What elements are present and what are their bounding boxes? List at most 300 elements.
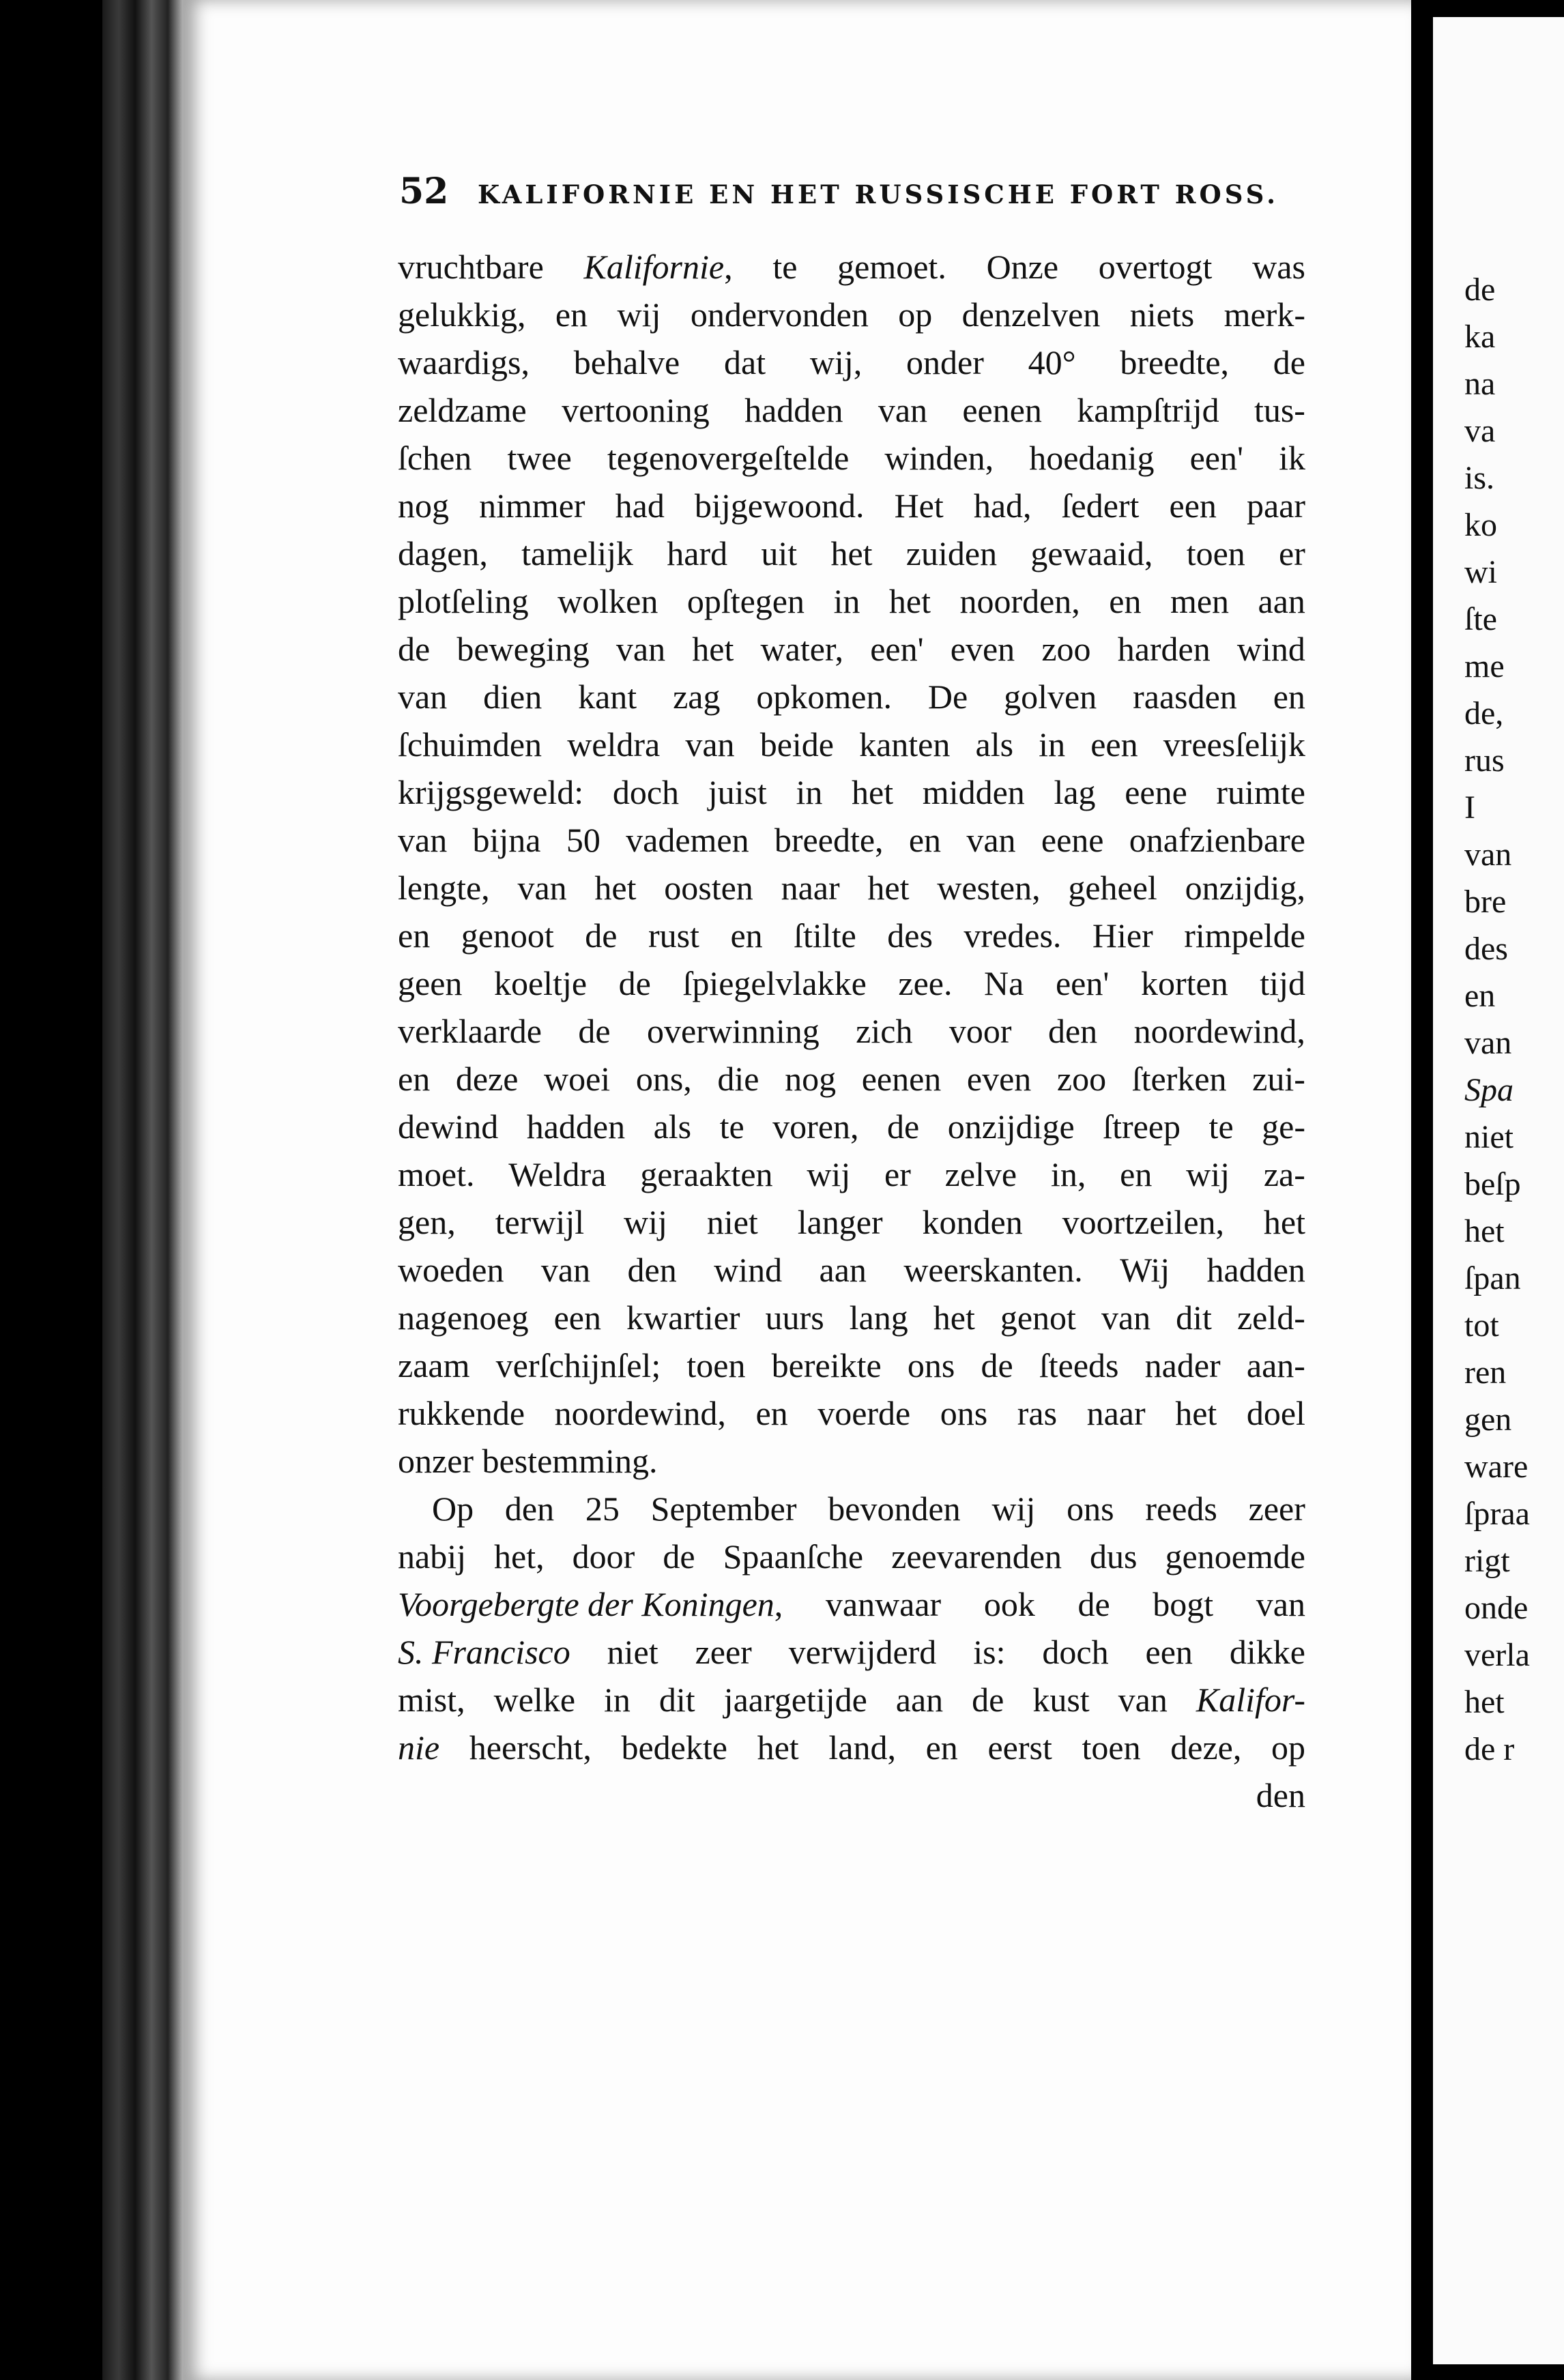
fragment-line: bre — [1464, 884, 1507, 920]
word: wind — [714, 1251, 783, 1289]
body-text — [398, 243, 1305, 1819]
word: hard — [667, 534, 728, 572]
word: oosten — [664, 869, 753, 907]
text-line — [398, 1485, 1305, 1533]
word: te — [719, 1107, 744, 1146]
text-line — [398, 1198, 1305, 1246]
word: hadden — [1206, 1251, 1305, 1289]
word: een' — [870, 630, 924, 668]
word: jaargetijde — [723, 1681, 867, 1719]
word: rukkende — [398, 1394, 525, 1432]
word: niet — [607, 1633, 658, 1671]
word: het — [757, 1728, 799, 1767]
word: krijgsgeweld: — [398, 773, 584, 811]
word: dagen, — [398, 534, 488, 572]
word: van — [966, 821, 1016, 859]
text-line — [398, 1533, 1305, 1580]
text-line — [398, 1628, 1305, 1676]
word: tus- — [1254, 391, 1305, 429]
word: de — [1077, 1585, 1110, 1623]
word: Spaanſche — [723, 1537, 864, 1576]
word: harden — [1117, 630, 1211, 668]
word: aan — [895, 1681, 944, 1719]
word: had — [615, 487, 665, 525]
fragment-line: het — [1464, 1213, 1505, 1249]
word: toen — [686, 1346, 746, 1384]
fragment-line: van — [1464, 837, 1512, 873]
fragment-line: me — [1464, 648, 1505, 684]
word: men — [1170, 582, 1230, 620]
word: nabij — [398, 1537, 466, 1576]
fragment-line: niet — [1464, 1119, 1514, 1155]
word: uit — [761, 534, 798, 572]
word: zelve — [944, 1155, 1017, 1193]
word: 25 — [585, 1490, 620, 1528]
word: wij — [807, 1155, 851, 1193]
fragment-line: ware — [1464, 1449, 1529, 1485]
text-line — [398, 577, 1305, 625]
word: als — [975, 725, 1014, 764]
word: Wij — [1120, 1251, 1170, 1289]
word: onzer bestemming. — [398, 1442, 658, 1480]
word: het — [830, 534, 873, 572]
word: ras — [1017, 1394, 1058, 1432]
word: wij — [624, 1203, 667, 1241]
word: was — [1252, 248, 1305, 286]
word: en — [398, 916, 431, 955]
word: winden, — [884, 439, 994, 477]
word: opkomen. — [756, 678, 892, 716]
word: lag — [1054, 773, 1096, 811]
word: moet. — [398, 1155, 475, 1193]
word: gewaaid, — [1030, 534, 1153, 572]
text-line — [398, 864, 1305, 912]
word: genot — [1000, 1298, 1076, 1337]
word: gemoet. — [837, 248, 946, 286]
word: uurs — [765, 1298, 824, 1337]
word: niet — [706, 1203, 758, 1241]
word: wij — [1186, 1155, 1230, 1193]
word: eenen — [861, 1060, 942, 1098]
word: van — [1256, 1585, 1305, 1623]
fragment-line: de r — [1464, 1731, 1515, 1767]
word: zich — [856, 1012, 913, 1050]
word: ondervonden — [690, 295, 869, 334]
word: en — [555, 295, 588, 334]
word: koeltje — [493, 964, 588, 1002]
word: breedte, — [1120, 343, 1230, 381]
word: deze, — [1170, 1728, 1242, 1767]
text-line — [398, 1389, 1305, 1437]
word: S. Francisco — [398, 1633, 570, 1671]
fragment-line: I — [1464, 789, 1475, 826]
text-line — [398, 1294, 1305, 1341]
word: dien — [483, 678, 542, 716]
word: noorden, — [959, 582, 1080, 620]
word: tamelijk — [521, 534, 633, 572]
word: den — [627, 1251, 677, 1289]
word: bijna — [472, 821, 541, 859]
word: kant — [578, 678, 637, 716]
fragment-line: ren — [1464, 1354, 1507, 1391]
word: op — [1271, 1728, 1305, 1767]
text-line — [398, 1103, 1305, 1150]
word: zeevarenden — [891, 1537, 1062, 1576]
word: ons, — [635, 1060, 692, 1098]
word: westen, — [937, 869, 1041, 907]
word: er — [1279, 534, 1305, 572]
word: te — [772, 248, 798, 286]
text-line — [398, 1150, 1305, 1198]
word: dikke — [1229, 1633, 1305, 1671]
word: twee — [507, 439, 572, 477]
word: ons — [907, 1346, 955, 1384]
word: het — [888, 582, 931, 620]
word: te — [1208, 1107, 1234, 1146]
word: eene — [1125, 773, 1187, 811]
word: en — [755, 1394, 788, 1432]
word: lengte, — [398, 869, 490, 907]
word: doch — [1042, 1633, 1109, 1671]
word: zeldzame — [398, 391, 527, 429]
word: is: — [973, 1633, 1006, 1671]
word: door — [572, 1537, 635, 1576]
word: van — [616, 630, 666, 668]
text-line — [398, 243, 1305, 291]
word: wij — [991, 1490, 1036, 1528]
text-line — [398, 816, 1305, 864]
word: nog — [398, 487, 449, 525]
word: ons — [940, 1394, 988, 1432]
word: aan — [1258, 582, 1305, 620]
word: even — [966, 1060, 1032, 1098]
word: van — [1118, 1681, 1168, 1719]
fragment-line: des — [1464, 931, 1508, 967]
word: Kalifor- — [1196, 1681, 1305, 1719]
fragment-line: ſpraa — [1464, 1496, 1530, 1532]
word: ſteeds — [1039, 1346, 1119, 1384]
word: terwijl — [495, 1203, 585, 1241]
word: naar — [781, 869, 840, 907]
word: in — [1039, 725, 1066, 764]
word: toen — [1082, 1728, 1141, 1767]
word: van — [1101, 1298, 1151, 1337]
word: tegenovergeſtelde — [607, 439, 850, 477]
word: bedekte — [621, 1728, 727, 1767]
word: en — [730, 916, 763, 955]
word: voortzeilen, — [1062, 1203, 1225, 1241]
word: geraakten — [640, 1155, 773, 1193]
text-line — [398, 1007, 1305, 1055]
word: vertooning — [562, 391, 710, 429]
word: ik — [1279, 439, 1305, 477]
word: des — [887, 916, 933, 955]
word: het, — [494, 1537, 545, 1576]
fragment-line: ka — [1464, 319, 1496, 355]
word: langer — [797, 1203, 883, 1241]
page-number: 52 — [399, 171, 449, 212]
word: September — [650, 1490, 797, 1528]
word: tijd — [1260, 964, 1305, 1002]
word: Hier — [1092, 916, 1153, 955]
word: Weldra — [508, 1155, 607, 1193]
word: onder — [906, 343, 984, 381]
word: ook — [983, 1585, 1035, 1623]
text-line — [398, 768, 1305, 816]
fragment-line: ſpan — [1464, 1260, 1521, 1296]
text-line — [398, 482, 1305, 529]
fragment-line: en — [1464, 978, 1496, 1014]
word: overtogt — [1098, 248, 1213, 286]
word: van — [517, 869, 567, 907]
word: woei — [544, 1060, 611, 1098]
word: ſchen — [398, 439, 472, 477]
word: het — [1263, 1203, 1305, 1241]
word: waardigs, — [398, 343, 530, 381]
word: het — [852, 773, 894, 811]
fragment-line: wi — [1464, 554, 1497, 590]
word: verklaarde — [398, 1012, 542, 1050]
word: weldra — [567, 725, 661, 764]
word: verwijderd — [788, 1633, 937, 1671]
word: op — [898, 295, 933, 334]
word: als — [653, 1107, 692, 1146]
word: konden — [922, 1203, 1023, 1241]
word: nagenoeg — [398, 1298, 529, 1337]
word: wolken — [557, 582, 658, 620]
word: rust — [648, 916, 699, 955]
text-line — [398, 1437, 1305, 1485]
word: die — [717, 1060, 759, 1098]
word: voren, — [772, 1107, 859, 1146]
text-line — [398, 1724, 1305, 1771]
word: Kalifornie, — [583, 248, 733, 286]
text-line — [398, 529, 1305, 577]
word: kanten — [859, 725, 951, 764]
word: ſtreep — [1103, 1107, 1181, 1146]
word: verſchijnſel; — [495, 1346, 661, 1384]
fragment-line: ko — [1464, 507, 1497, 543]
text-line — [398, 434, 1305, 482]
word: naar — [1086, 1394, 1146, 1432]
fragment-line: beſp — [1464, 1166, 1521, 1202]
word: dit — [1176, 1298, 1212, 1337]
word: water, — [760, 630, 844, 668]
word: beide — [759, 725, 834, 764]
word: deze — [455, 1060, 519, 1098]
word: ſedert — [1061, 487, 1140, 525]
word: het — [594, 869, 637, 907]
word: noordewind, — [1133, 1012, 1305, 1050]
word: dat — [724, 343, 766, 381]
fragment-line: rigt — [1464, 1543, 1510, 1579]
word: zag — [673, 678, 721, 716]
text-line — [398, 1580, 1305, 1628]
text-line — [398, 1341, 1305, 1389]
word: bogt — [1153, 1585, 1214, 1623]
fragment-line: va — [1464, 413, 1496, 449]
word: den — [1047, 1012, 1098, 1050]
word: geen — [398, 964, 463, 1002]
word: en — [398, 1060, 431, 1098]
word: en — [1109, 582, 1142, 620]
word: plotſeling — [398, 582, 529, 620]
word: heerscht, — [469, 1728, 592, 1767]
word: aan- — [1246, 1346, 1305, 1384]
word: wij — [617, 295, 661, 334]
word: en — [1273, 678, 1305, 716]
fragment-line: rus — [1464, 742, 1505, 779]
word: kampſtrijd — [1077, 391, 1219, 429]
word: de — [585, 916, 618, 955]
word: raasden — [1133, 678, 1237, 716]
word: niets — [1129, 295, 1195, 334]
word: ſterken — [1131, 1060, 1227, 1098]
word: ge- — [1262, 1107, 1305, 1146]
word: van — [398, 678, 448, 716]
word: mist, — [398, 1681, 465, 1719]
word: ruimte — [1216, 773, 1305, 811]
word: het — [933, 1298, 975, 1337]
word: voor — [948, 1012, 1012, 1050]
word: zeer — [695, 1633, 752, 1671]
word: vademen — [626, 821, 749, 859]
word: dit — [658, 1681, 695, 1719]
word: za- — [1263, 1155, 1305, 1193]
word: denzelven — [961, 295, 1101, 334]
word: van — [685, 725, 735, 764]
word: Het — [894, 487, 944, 525]
word: Op — [432, 1490, 474, 1528]
word: overwinning — [647, 1012, 820, 1050]
word: nog — [785, 1060, 837, 1098]
word: golven — [1004, 678, 1097, 716]
header-title: KALIFORNIE EN HET RUSSISCHE FORT ROSS. — [478, 179, 1279, 209]
fragment-line: tot — [1464, 1307, 1499, 1344]
fragment-line: ſte — [1464, 601, 1497, 637]
word: de — [972, 1681, 1004, 1719]
word: hadden — [526, 1107, 626, 1146]
word: en — [1120, 1155, 1153, 1193]
word: een — [1145, 1633, 1193, 1671]
word: er — [884, 1155, 911, 1193]
word: vreesſelijk — [1163, 725, 1305, 764]
word: 50 — [566, 821, 600, 859]
word: vanwaar — [825, 1585, 942, 1623]
word: doel — [1246, 1394, 1305, 1432]
word: den — [1256, 1776, 1305, 1814]
word: zeer — [1248, 1490, 1305, 1528]
word: breedte, — [774, 821, 884, 859]
word: eene — [1041, 821, 1104, 859]
word: genoemde — [1165, 1537, 1305, 1576]
word: een — [1090, 725, 1138, 764]
word: noordewind, — [554, 1394, 726, 1432]
word: reeds — [1145, 1490, 1217, 1528]
word: rimpelde — [1184, 916, 1305, 955]
word: een — [1169, 487, 1217, 525]
word: de — [981, 1346, 1013, 1384]
word: een' — [1055, 964, 1110, 1002]
word: De — [927, 678, 968, 716]
word: doch — [612, 773, 680, 811]
word: wind — [1236, 630, 1305, 668]
word: van — [878, 391, 928, 429]
word: een' — [1189, 439, 1243, 477]
word: lang — [849, 1298, 908, 1337]
text-line — [398, 338, 1305, 386]
text-line — [398, 1676, 1305, 1724]
fragment-line: is. — [1464, 460, 1495, 496]
word: Onze — [986, 248, 1059, 286]
word: vruchtbare — [398, 248, 544, 286]
text-line — [398, 959, 1305, 1007]
word: in, — [1050, 1155, 1086, 1193]
word: hoedanig — [1029, 439, 1155, 477]
word: opſtegen — [686, 582, 805, 620]
fragment-line: van — [1464, 1025, 1512, 1061]
word: eerst — [987, 1728, 1052, 1767]
next-page-text-fragments — [1464, 266, 1530, 1773]
word: beweging — [457, 630, 590, 668]
word: eenen — [962, 391, 1042, 429]
word: voerde — [817, 1394, 911, 1432]
word: midden — [922, 773, 1025, 811]
word: ſpiegelvlakke — [682, 964, 867, 1002]
word: de — [887, 1107, 920, 1146]
word: onzijdig, — [1185, 869, 1305, 907]
word: het — [1175, 1394, 1217, 1432]
word: woeden — [398, 1251, 504, 1289]
word: van — [398, 821, 448, 859]
word: zuiden — [906, 534, 998, 572]
word: Na — [984, 964, 1024, 1002]
word: in — [833, 582, 860, 620]
word: in — [604, 1681, 631, 1719]
running-header — [399, 171, 1307, 212]
text-line — [398, 386, 1305, 434]
word: 40° — [1028, 343, 1076, 381]
word: zoo — [1056, 1060, 1107, 1098]
word: toen — [1186, 534, 1245, 572]
word: nimmer — [479, 487, 585, 525]
word: een — [553, 1298, 601, 1337]
word: bereikte — [771, 1346, 882, 1384]
word: bevonden — [828, 1490, 961, 1528]
fragment-line: verla — [1464, 1637, 1530, 1673]
word: nader — [1144, 1346, 1221, 1384]
word: de — [618, 964, 651, 1002]
word: Voorgebergte der Koningen, — [398, 1585, 783, 1623]
text-line — [398, 912, 1305, 959]
word: merk- — [1223, 295, 1305, 334]
word: de — [663, 1537, 695, 1576]
word: welke — [493, 1681, 576, 1719]
word: onafzienbare — [1129, 821, 1305, 859]
word: zaam — [398, 1346, 470, 1384]
word: in — [796, 773, 823, 811]
fragment-line: na — [1464, 366, 1496, 402]
fragment-line: gen — [1464, 1402, 1512, 1438]
fragment-line: de — [1464, 272, 1496, 308]
word: ſchuimden — [398, 725, 542, 764]
word: onzijdige — [947, 1107, 1075, 1146]
word: zee. — [898, 964, 953, 1002]
word: de — [398, 630, 431, 668]
word: behalve — [573, 343, 680, 381]
word: geheel — [1068, 869, 1157, 907]
text-line — [398, 1246, 1305, 1294]
